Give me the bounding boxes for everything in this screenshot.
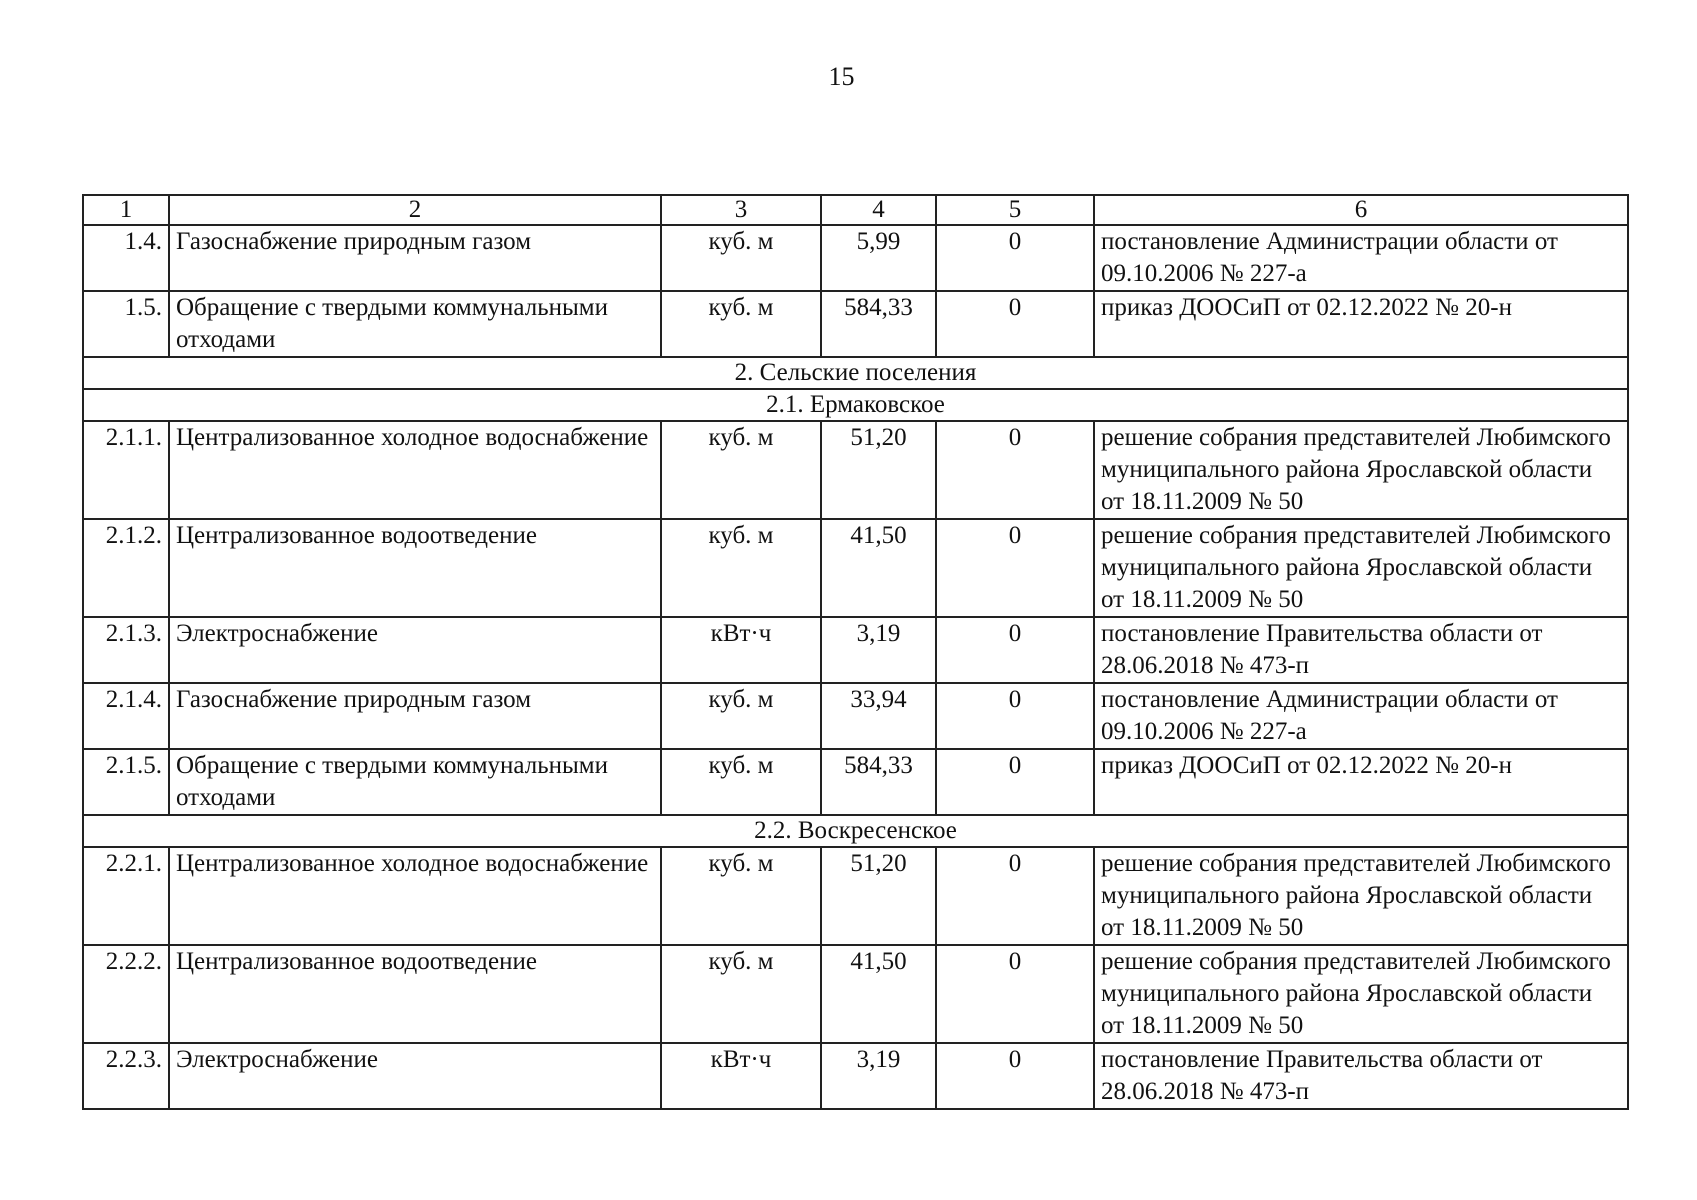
page-number: 15: [828, 62, 855, 91]
legal-basis-cell: решение собрания представителей Любимского муниципального района Ярославской области от 18.11.2009 № 50: [1094, 847, 1628, 945]
unit-cell: куб. м: [661, 945, 821, 1043]
legal-basis-cell: постановление Правительства области от 28.06.2018 № 473-п: [1094, 1043, 1628, 1109]
row-number: 2.2.3.: [83, 1043, 169, 1109]
table-row: [83, 519, 1628, 617]
value-cell: 41,50: [821, 519, 936, 617]
row-number: 2.1.2.: [83, 519, 169, 617]
header-cell: 4: [821, 195, 936, 225]
row-number: 2.2.1.: [83, 847, 169, 945]
row-number: 2.1.4.: [83, 683, 169, 749]
tariff-table: [82, 194, 1629, 1110]
row-number: 2.1.3.: [83, 617, 169, 683]
value-cell: 3,19: [821, 617, 936, 683]
column-5-cell: 0: [936, 225, 1094, 291]
unit-cell: куб. м: [661, 519, 821, 617]
service-name: Электроснабжение: [169, 617, 661, 683]
service-name: Газоснабжение природным газом: [169, 225, 661, 291]
service-name: Обращение с твердыми коммунальными отходами: [169, 749, 661, 815]
header-cell: 1: [83, 195, 169, 225]
service-name: Централизованное холодное водоснабжение: [169, 847, 661, 945]
column-5-cell: 0: [936, 945, 1094, 1043]
table-row: [83, 617, 1628, 683]
value-cell: 3,19: [821, 1043, 936, 1109]
column-5-cell: 0: [936, 847, 1094, 945]
value-cell: 51,20: [821, 847, 936, 945]
table-row: [83, 945, 1628, 1043]
unit-cell: куб. м: [661, 847, 821, 945]
table-row: [83, 225, 1628, 291]
unit-cell: куб. м: [661, 225, 821, 291]
service-name: Газоснабжение природным газом: [169, 683, 661, 749]
unit-cell: куб. м: [661, 421, 821, 519]
column-5-cell: 0: [936, 421, 1094, 519]
legal-basis-cell: постановление Правительства области от 28.06.2018 № 473-п: [1094, 617, 1628, 683]
service-name: Централизованное водоотведение: [169, 519, 661, 617]
column-5-cell: 0: [936, 683, 1094, 749]
value-cell: 5,99: [821, 225, 936, 291]
value-cell: 584,33: [821, 749, 936, 815]
row-number: 2.1.5.: [83, 749, 169, 815]
legal-basis-cell: решение собрания представителей Любимского муниципального района Ярославской области от 18.11.2009 № 50: [1094, 421, 1628, 519]
service-name: Электроснабжение: [169, 1043, 661, 1109]
service-name: Централизованное водоотведение: [169, 945, 661, 1043]
table-row: [83, 291, 1628, 357]
unit-cell: кВт·ч: [661, 1043, 821, 1109]
unit-cell: кВт·ч: [661, 617, 821, 683]
subsection-title: 2.1. Ермаковское: [83, 389, 1628, 421]
unit-cell: куб. м: [661, 683, 821, 749]
value-cell: 33,94: [821, 683, 936, 749]
header-cell: 3: [661, 195, 821, 225]
header-cell: 6: [1094, 195, 1628, 225]
header-cell: 2: [169, 195, 661, 225]
header-cell: 5: [936, 195, 1094, 225]
table-header-row: [83, 195, 1628, 225]
unit-cell: куб. м: [661, 749, 821, 815]
table-row: [83, 749, 1628, 815]
table-row: [83, 847, 1628, 945]
table-row: [83, 1043, 1628, 1109]
value-cell: 584,33: [821, 291, 936, 357]
column-5-cell: 0: [936, 519, 1094, 617]
value-cell: 51,20: [821, 421, 936, 519]
section-title: 2. Сельские поселения: [83, 357, 1628, 389]
row-number: 1.4.: [83, 225, 169, 291]
section-row: [83, 815, 1628, 847]
column-5-cell: 0: [936, 291, 1094, 357]
row-number: 2.1.1.: [83, 421, 169, 519]
table-row: [83, 421, 1628, 519]
legal-basis-cell: постановление Администрации области от 09.10.2006 № 227-а: [1094, 225, 1628, 291]
legal-basis-cell: приказ ДООСиП от 02.12.2022 № 20-н: [1094, 291, 1628, 357]
section-row: [83, 357, 1628, 389]
legal-basis-cell: решение собрания представителей Любимского муниципального района Ярославской области от 18.11.2009 № 50: [1094, 519, 1628, 617]
table-row: [83, 683, 1628, 749]
service-name: Обращение с твердыми коммунальными отходами: [169, 291, 661, 357]
column-5-cell: 0: [936, 749, 1094, 815]
legal-basis-cell: приказ ДООСиП от 02.12.2022 № 20-н: [1094, 749, 1628, 815]
row-number: 2.2.2.: [83, 945, 169, 1043]
row-number: 1.5.: [83, 291, 169, 357]
service-name: Централизованное холодное водоснабжение: [169, 421, 661, 519]
subsection-title: 2.2. Воскресенское: [83, 815, 1628, 847]
unit-cell: куб. м: [661, 291, 821, 357]
legal-basis-cell: постановление Администрации области от 09.10.2006 № 227-а: [1094, 683, 1628, 749]
column-5-cell: 0: [936, 617, 1094, 683]
column-5-cell: 0: [936, 1043, 1094, 1109]
value-cell: 41,50: [821, 945, 936, 1043]
legal-basis-cell: решение собрания представителей Любимского муниципального района Ярославской области от 18.11.2009 № 50: [1094, 945, 1628, 1043]
section-row: [83, 389, 1628, 421]
